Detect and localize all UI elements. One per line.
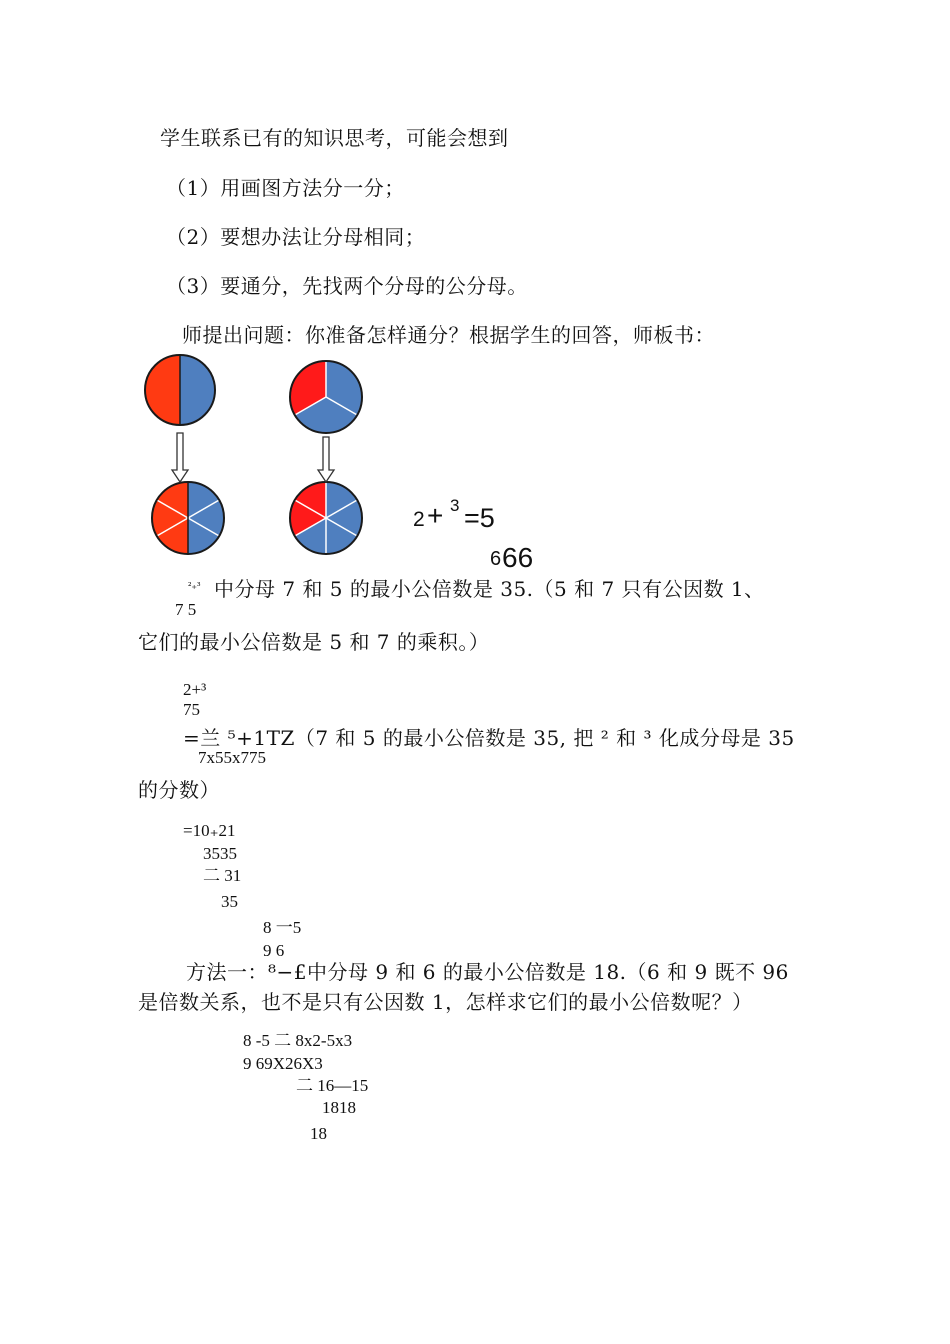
- expr-4-line2: 9 6: [263, 941, 285, 960]
- formula-plus: +: [427, 500, 444, 531]
- fraction-circles-figure: [135, 350, 375, 560]
- text-line-1: （1）用画图方法分一分；: [166, 176, 405, 200]
- expr-1-top: 2+³: [183, 680, 207, 699]
- circle-sixths-right: [290, 482, 362, 554]
- text-line-2: （2）要想办法让分母相同；: [166, 225, 426, 249]
- expr-5-line3: 二 16—15: [296, 1076, 369, 1095]
- expr-2-cont: 的分数）: [138, 778, 220, 802]
- expr-5-line2: 9 69X26X3: [243, 1054, 323, 1073]
- circle-half: [145, 355, 215, 425]
- expr-3-line3: 二 31: [203, 866, 242, 885]
- formula-den-6: 6: [490, 548, 502, 570]
- expr-2-sub: 7x55x775: [198, 748, 266, 767]
- text-line-teacher: 师提出问题：你准备怎样通分？根据学生的回答，师板书：: [182, 323, 715, 347]
- frac-bottom-small: 7 5: [175, 600, 197, 619]
- text-line-think: 学生联系已有的知识思考，可能会想到: [160, 126, 509, 150]
- formula-sup-3: 3: [450, 496, 460, 515]
- circle-thirds: [290, 361, 362, 433]
- down-arrow-icon: [172, 433, 334, 482]
- expr-5-line1: 8 -5 二 8x2-5x3: [243, 1031, 353, 1050]
- method-one-cont: 是倍数关系，也不是只有公因数 1，怎样求它们的最小公倍数呢？）: [138, 990, 753, 1014]
- circle-sixths-left: [152, 482, 224, 554]
- formula-num-2: 2: [413, 508, 425, 531]
- formula-eq-5: =5: [464, 503, 495, 533]
- formula-den-66: 66: [502, 542, 534, 573]
- frac-top-small: ²₊³: [188, 580, 201, 592]
- method-one-text: 方法一：⁸−£中分母 9 和 6 的最小公倍数是 18.（6 和 9 既不 96: [186, 960, 789, 984]
- circle-half-red: [145, 355, 180, 425]
- expr-3-line4: 35: [221, 892, 238, 911]
- expr-1-bottom: 75: [183, 700, 200, 719]
- expr-5-line4: 1818: [322, 1098, 356, 1117]
- expr-5-line5: 18: [310, 1124, 327, 1143]
- paragraph-lcm-35: 中分母 7 和 5 的最小公倍数是 35.（5 和 7 只有公因数 1、: [214, 577, 765, 601]
- expr-2-main: =兰 ⁵+1TZ（7 和 5 的最小公倍数是 35, 把 ² 和 ³ 化成分母是 35: [183, 726, 795, 750]
- paragraph-lcm-35-cont: 它们的最小公倍数是 5 和 7 的乘积。）: [138, 630, 490, 654]
- expr-4-line1: 8 一5: [263, 918, 302, 937]
- text-line-3: （3）要通分，先找两个分母的公分母。: [166, 274, 528, 298]
- expr-3-line2: 3535: [203, 844, 237, 863]
- expr-3-line1: =10₊21: [183, 821, 236, 840]
